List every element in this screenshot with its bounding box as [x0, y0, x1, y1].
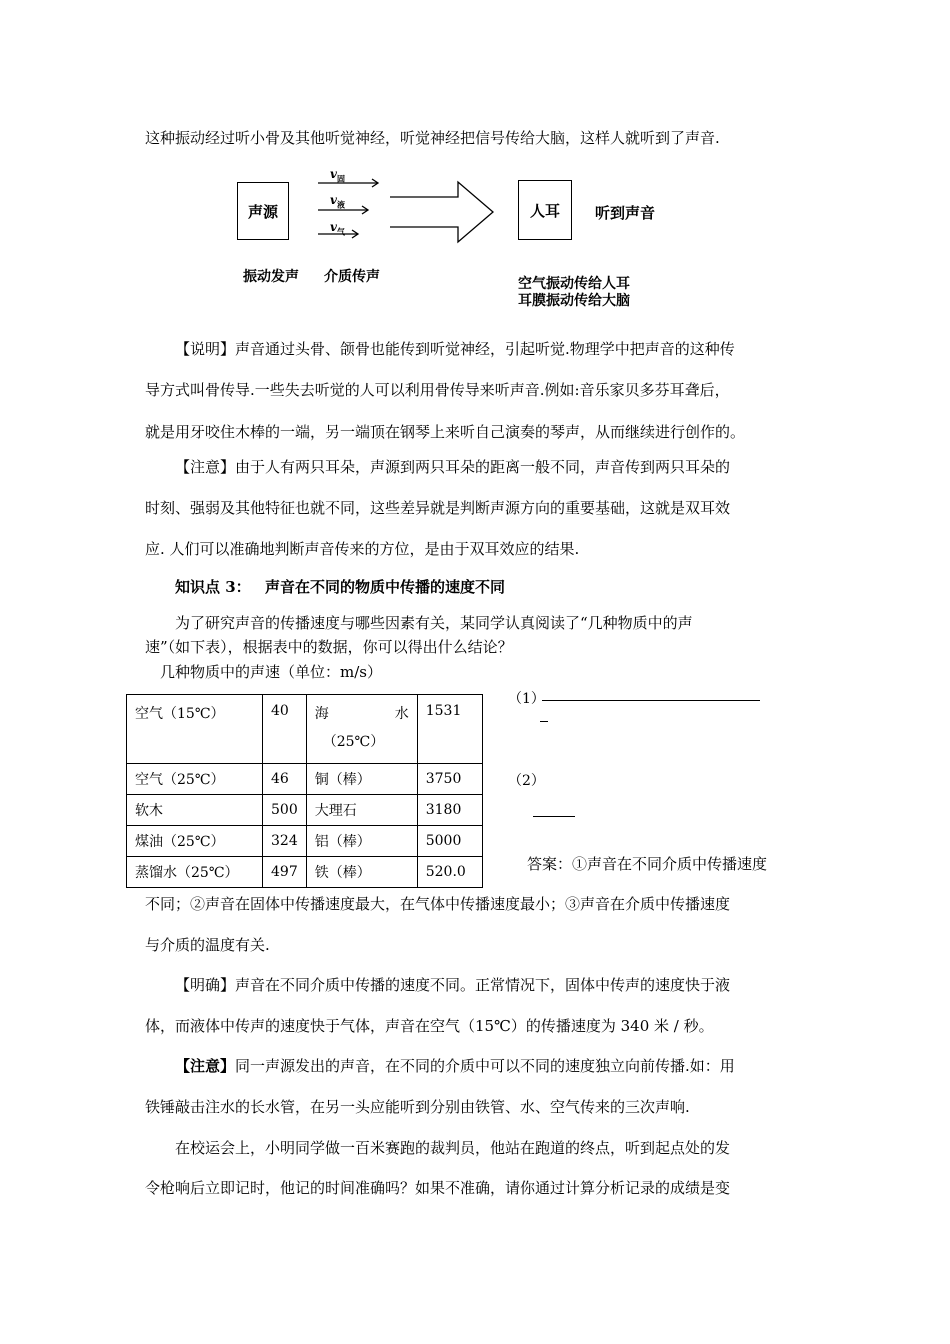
v-liquid-label: $v_液$	[330, 193, 345, 210]
v-gas-label: $v_气$	[330, 220, 345, 237]
note2-line-2: 铁锤敲击注水的长水管，在另一头应能听到分别由铁管、水、空气传来的三次声响.	[145, 1098, 690, 1116]
eardrum-label: 耳膜振动传给大脑	[518, 293, 630, 309]
research-line-2: 速”（如下表），根据表中的数据，你可以得出什么结论？	[145, 638, 513, 656]
medium-cell: 大理石	[306, 795, 417, 826]
answer-line-2: 不同；②声音在固体中传播速度最大，在气体中传播速度最小；③声音在介质中传播速度	[145, 895, 731, 913]
question-1-label: （1）	[508, 691, 545, 707]
sound-source-box: 声源	[237, 182, 289, 240]
medium-cell: 海 水 （25℃）	[306, 695, 417, 764]
speed-cell: 500	[263, 795, 307, 826]
medium-cell: 蒸馏水（25℃）	[127, 857, 263, 888]
explain-line-3: 就是用牙咬住木棒的一端，另一端顶在钢琴上来听自己演奏的琴声，从而继续进行创作的。	[145, 423, 746, 441]
kp3-label: 知识点 3：	[175, 578, 251, 596]
answer-1-blank[interactable]	[542, 700, 760, 701]
answer-1-blank-tail	[540, 721, 548, 722]
note2-line-1: 【注意】同一声源发出的声音，在不同的介质中可以不同的速度独立向前传播.如：用	[175, 1057, 735, 1075]
table-row	[127, 826, 483, 857]
air-vibration-label: 空气振动传给人耳	[518, 276, 630, 292]
research-line-1: 为了研究声音的传播速度与哪些因素有关，某同学认真阅读了“几种物质中的声	[175, 614, 693, 632]
table-row	[127, 764, 483, 795]
medium-cell: 空气（25℃）	[127, 764, 263, 795]
explain-line-2: 导方式叫骨传导.一些失去听觉的人可以利用骨传导来听声音.例如:音乐家贝多芬耳聋后，	[145, 381, 730, 399]
medium-cell: 软木	[127, 795, 263, 826]
note2-label: 【注意】	[175, 1057, 236, 1075]
table-row	[127, 695, 483, 764]
medium-cell: 铜（棒）	[306, 764, 417, 795]
speed-cell: 1531	[417, 695, 482, 764]
answer-line-3: 与介质的温度有关.	[145, 936, 270, 954]
explain-line-1: 【说明】声音通过头骨、颌骨也能传到听觉神经，引起听觉.物理学中把声音的这种传	[175, 340, 735, 358]
answer-start: 答案：①声音在不同介质中传播速度	[527, 855, 768, 873]
speed-cell: 3750	[417, 764, 482, 795]
table-row	[127, 857, 483, 888]
clarify-line-2: 体，而液体中传声的速度快于气体，声音在空气（15℃）的传播速度为 340 米 / 秒。	[145, 1017, 714, 1035]
intro-paragraph: 这种振动经过听小骨及其他听觉神经，听觉神经把信号传给大脑，这样人就听到了声音.	[145, 129, 720, 147]
hear-sound-label: 听到声音	[595, 204, 656, 222]
note1-line-2: 时刻、强弱及其他特征也就不同，这些差异就是判断声源方向的重要基础，这就是双耳效	[145, 499, 731, 517]
medium-cell: 铁（棒）	[306, 857, 417, 888]
ear-box: 人耳	[518, 180, 572, 240]
speed-cell: 40	[263, 695, 307, 764]
arrows-graphic	[310, 170, 510, 250]
note1-line-3: 应. 人们可以准确地判断声音传来的方位，是由于双耳效应的结果.	[145, 540, 580, 558]
answer-2-blank[interactable]	[533, 816, 575, 817]
kp3-title: 声音在不同的物质中传播的速度不同	[265, 578, 506, 596]
speed-cell: 520.0	[417, 857, 482, 888]
speed-cell: 324	[263, 826, 307, 857]
big-arrow	[390, 182, 493, 242]
table-caption: 几种物质中的声速（单位：m/s）	[160, 663, 382, 681]
final-line-1: 在校运会上，小明同学做一百米赛跑的裁判员，他站在跑道的终点，听到起点处的发	[175, 1139, 731, 1157]
vibration-label: 振动发声	[243, 269, 299, 285]
sound-speed-table	[126, 694, 483, 888]
v-solid-label: $v_固$	[330, 167, 345, 184]
speed-cell: 497	[263, 857, 307, 888]
note1-line-1: 【注意】由于人有两只耳朵，声源到两只耳朵的距离一般不同，声音传到两只耳朵的	[175, 458, 731, 476]
medium-cell: 空气（15℃）	[127, 695, 263, 764]
speed-cell: 5000	[417, 826, 482, 857]
table-row	[127, 795, 483, 826]
question-2-label: （2）	[508, 773, 545, 789]
medium-label: 介质传声	[324, 269, 380, 285]
clarify-line-1: 【明确】声音在不同介质中传播的速度不同。正常情况下，固体中传声的速度快于液	[175, 976, 731, 994]
medium-cell: 铝（棒）	[306, 826, 417, 857]
speed-cell: 46	[263, 764, 307, 795]
final-line-2: 令枪响后立即记时，他记的时间准确吗？如果不准确，请你通过计算分析记录的成绩是变	[145, 1179, 731, 1197]
medium-cell: 煤油（25℃）	[127, 826, 263, 857]
speed-cell: 3180	[417, 795, 482, 826]
